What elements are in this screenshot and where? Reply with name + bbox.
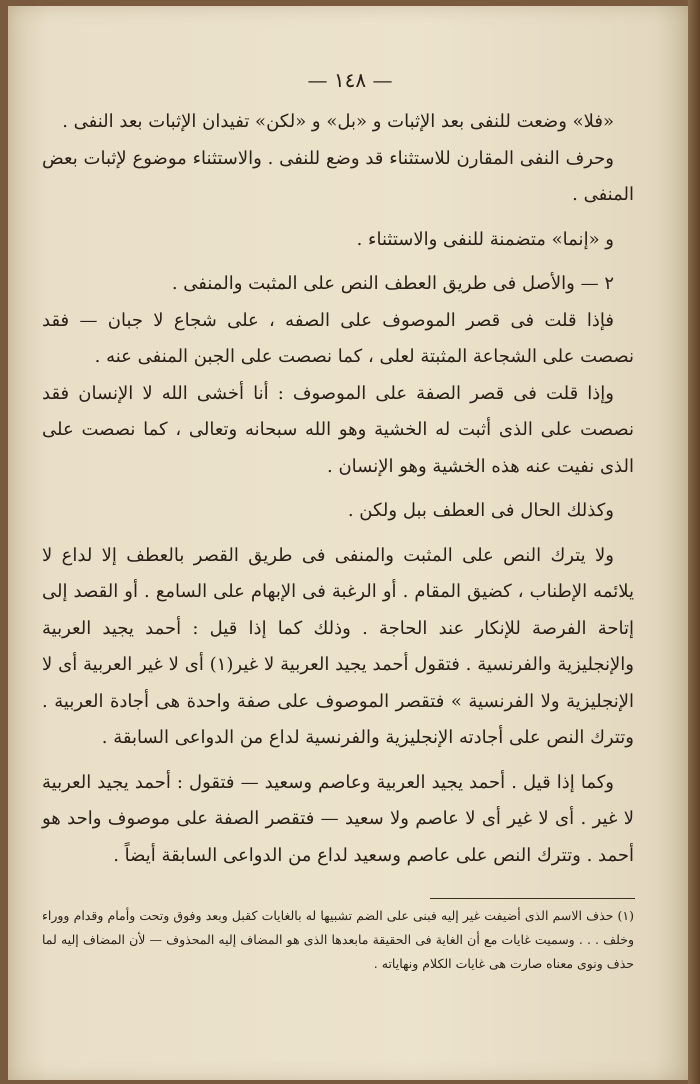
page-edge xyxy=(688,0,700,1084)
paragraph: ولا يترك النص على المثبت والمنفى فى طريق القصر بالعطف إلا لداع لا يلائمه الإطناب ، كضيق المقام . أو الرغبة فى الإبهام على السامع . أو القصد إلى إتاحة الفرصة للإنكار عند الحاجة . وذلك كما إذا قيل : أحمد يجيد العربية والإنجليزية والفرنسية . فتقول أحمد يجيد العربية لا غير(١) أى لا غير العربية أى لا الإنجليزية ولا الفرنسية » فتقصر الموصوف على صفة واحدة هى أجادة العربية . وتترك النص على أجادته الإنجليزية والفرنسية لداع من الدواعى السابقة . xyxy=(42,544,634,748)
paragraph: فإذا قلت فى قصر الموصوف على الصفه ، على شجاع لا جبان — فقد نصصت على الشجاعة المثبتة لعلى ، كما نصصت على الجبن المنفى عنه . xyxy=(42,309,634,367)
paragraph: و «إنما» متضمنة للنفى والاستثناء . xyxy=(356,228,614,250)
main-text xyxy=(42,104,634,874)
paragraph: وكما إذا قيل . أحمد يجيد العربية وعاصم وسعيد — فتقول : أحمد يجيد العربية لا غير . أى لا غير أى لا عاصم ولا سعيد — فتقصر الصفة على موصوف واحد هو أحمد . وتترك النص على عاصم وسعيد لداع من الدواعى السابقة أيضاً . xyxy=(42,771,634,866)
footnote-divider xyxy=(430,898,635,899)
paragraph: وحرف النفى المقارن للاستثناء قد وضع للنفى . والاستثناء موضوع لإثبات بعض المنفى . xyxy=(42,147,634,205)
page-number: — ١٤٨ — xyxy=(307,68,393,92)
paragraph: ٢ — والأصل فى طريق العطف النص على المثبت والمنفى . xyxy=(171,273,614,294)
footnote xyxy=(42,904,634,976)
footnote-text: (١) حذف الاسم الذى أضيفت غير إليه فبنى على الضم تشبيها له بالغايات كقبل وبعد وفوق وتحت وأمام وقدام ووراء وخلف . . . وسميت غايات مع أن الغاية فى الحقيقة مابعدها الذى هو المضاف إليه المحذوف — لأن المضاف إليه لما حذف ونوى معناه صارت هى غايات الكلام ونهاياته . xyxy=(42,908,634,971)
paragraph: وإذا قلت فى قصر الصفة على الموصوف : أنا أخشى الله لا الإنسان فقد نصصت على الذى أثبت له الخشية وهو الله سبحانه وتعالى ، كما نصصت على الذى نفيت عنه هذه الخشية وهو الإنسان . xyxy=(42,382,634,477)
paragraph: «فلا» وضعت للنفى بعد الإثبات و «بل» و «لكن» تفيدان الإثبات بعد النفى . xyxy=(62,111,614,132)
paragraph: وكذلك الحال فى العطف ببل ولكن . xyxy=(347,500,614,521)
